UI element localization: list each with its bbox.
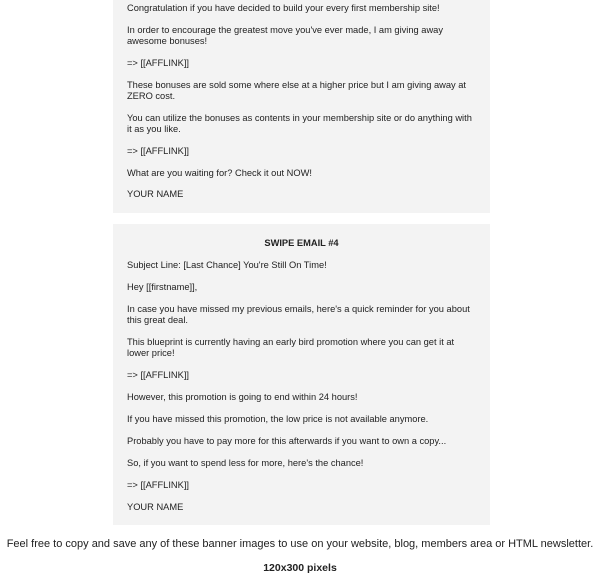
email3-afflink-2: => [[AFFLINK]] — [127, 146, 190, 156]
email4-afflink-2: => [[AFFLINK]] — [127, 480, 190, 490]
email4-signature: YOUR NAME — [127, 502, 184, 512]
swipe-email-3-box — [113, 0, 490, 213]
email4-line-ending: However, this promotion is going to end within 24 hours! — [127, 392, 358, 402]
email3-signature: YOUR NAME — [127, 189, 184, 199]
email4-greeting: Hey [[firstname]], — [127, 282, 198, 292]
email4-line-early-bird: This blueprint is currently having an early bird promotion where you can get it at lower price! — [127, 337, 455, 358]
email4-line-missed: If you have missed this promotion, the low price is not available anymore. — [127, 414, 429, 424]
swipe-email-4-title: SWIPE EMAIL #4 — [264, 238, 339, 248]
email4-line-reminder: In case you have missed my previous emails, here's a quick reminder for you about this great deal. — [127, 304, 470, 325]
email3-afflink-1: => [[AFFLINK]] — [127, 58, 190, 68]
banner-size-heading: 120x300 pixels — [263, 562, 337, 574]
email3-line-congratulation: Congratulation if you have decided to build your every first membership site! — [127, 3, 440, 13]
email3-line-utilize: You can utilize the bonuses as contents in your membership site or do anything with it as you like. — [127, 113, 472, 134]
email4-line-spend-less: So, if you want to spend less for more, here's the chance! — [127, 458, 364, 468]
email3-line-bonuses-price: These bonuses are sold some where else at a higher price but I am giving away at ZERO cost. — [127, 80, 467, 101]
swipe-email-4-box — [113, 224, 490, 525]
banner-images-note: Feel free to copy and save any of these banner images to use on your website, blog, members area or HTML newsletter. — [6, 538, 594, 550]
email4-subject-line: Subject Line: [Last Chance] You're Still On Time! — [127, 260, 327, 270]
email3-line-encourage: In order to encourage the greatest move you've ever made, I am giving away awesome bonuses! — [127, 25, 443, 46]
email3-line-waiting: What are you waiting for? Check it out NOW! — [127, 168, 312, 178]
email4-afflink-1: => [[AFFLINK]] — [127, 370, 190, 380]
email4-line-pay-more: Probably you have to pay more for this afterwards if you want to own a copy... — [127, 436, 447, 446]
